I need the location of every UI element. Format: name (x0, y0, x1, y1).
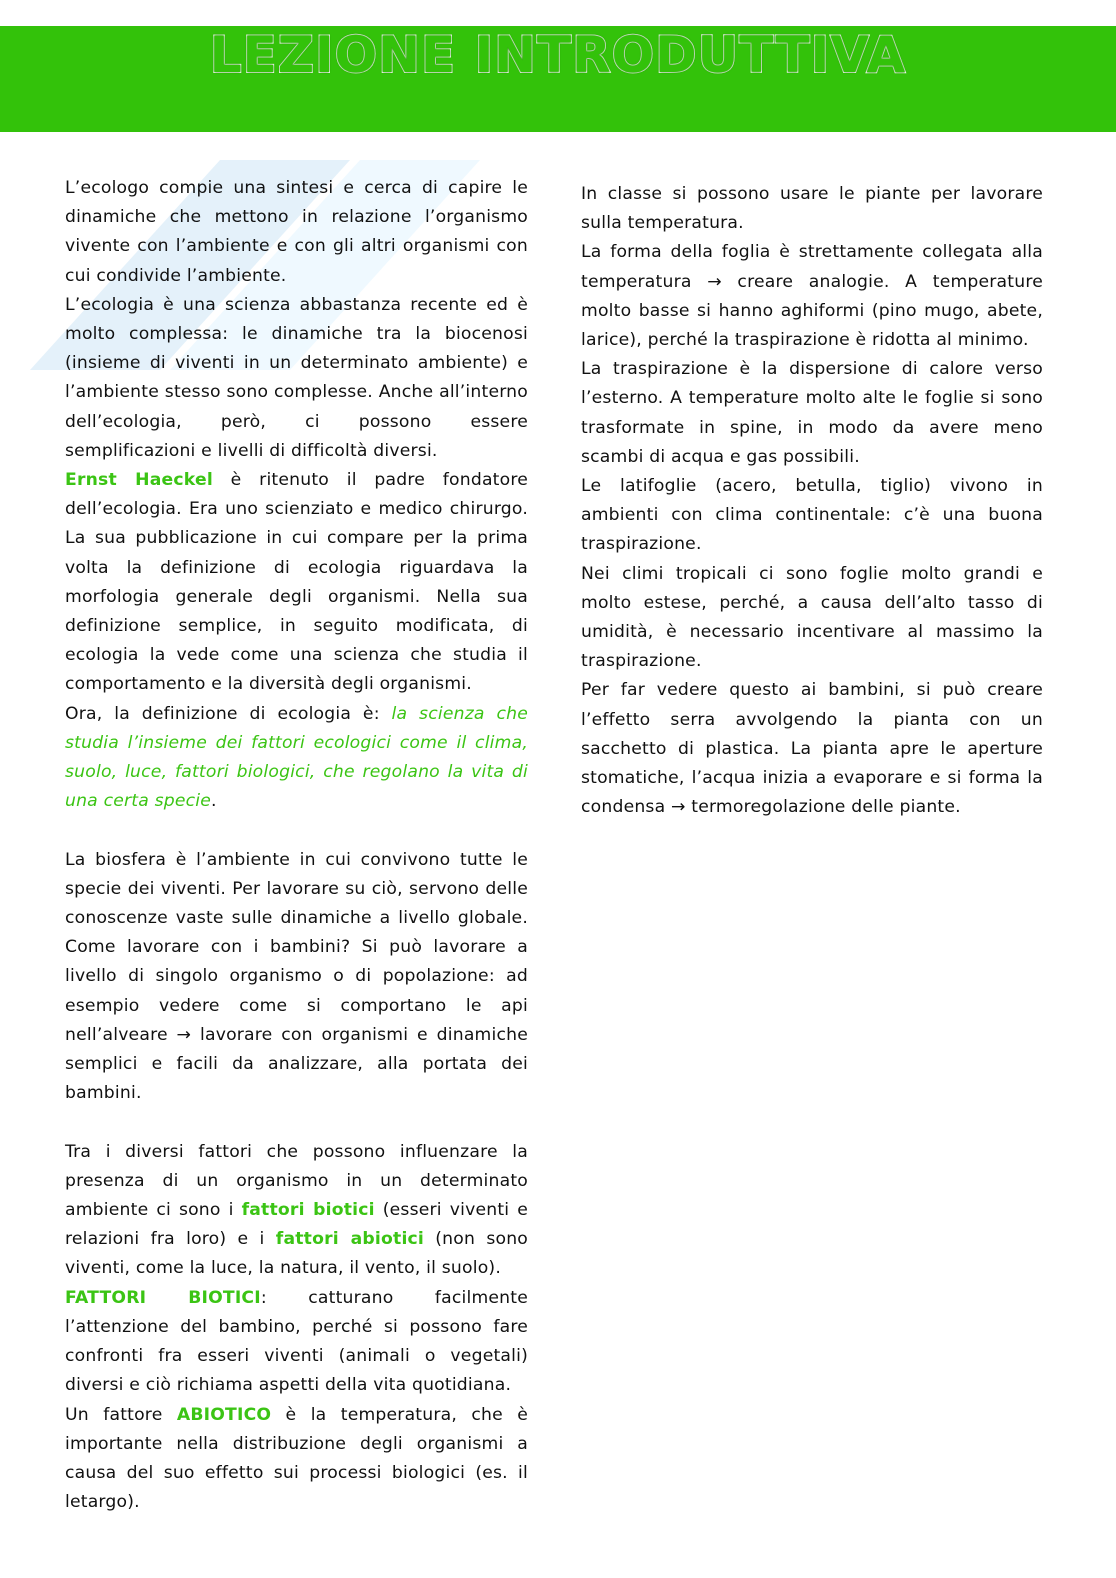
ecology-definition: la scienza che studia l’insieme dei fattori ecologici come il clima, suolo, luce, fattori biologici, che regolano la vita di una certa specie (65, 703, 528, 812)
paragraph-ecologist: L’ecologo compie una sintesi e cerca di capire le dinamiche che mettono in relazione l’organismo vivente con l’ambiente e con gli altri organismi con cui condivide l’ambiente. (65, 178, 528, 286)
left-column (65, 174, 528, 1517)
paragraph-definition: Ora, la definizione di ecologia è: la scienza che studia l’insieme dei fattori ecologici come il clima, suolo, luce, fattori biologici, che regolano la vita di una certa specie. (65, 703, 528, 812)
paragraph-haeckel: Ernst Haeckel è ritenuto il padre fondatore dell’ecologia. Era uno scienziato e medico chirurgo. La sua pubblicazione in cui compare per la prima volta la definizione di ecologia riguardava la morfologia generale degli organismi. Nella sua definizione semplice, in seguito modificata, di ecologia la vede come una scienza che studia il comportamento e la diversità degli organismi. (65, 470, 528, 695)
paragraph-transpiration: La traspirazione è la dispersione di calore verso l’esterno. A temperature molto alte le foglie si sono trasformate in spine, in modo da avere meno scambi di acqua e gas possibili. (581, 359, 1043, 467)
paragraph-biotic: FATTORI BIOTICI: catturano facilmente l’attenzione del bambino, perché si possono fare confronti fra esseri viventi (animali o vegetali) diversi e ciò richiama aspetti della vita quotidiana. (65, 1287, 528, 1396)
right-column (581, 180, 1043, 822)
biotic-factors-term: fattori biotici (241, 1200, 375, 1221)
paragraph-broadleaves: Le latifoglie (acero, betulla, tiglio) vivono in ambienti con clima continentale: c’è una buona traspirazione. (581, 476, 1043, 555)
paragraph-biosphere: La biosfera è l’ambiente in cui convivono tutte le specie dei viventi. Per lavorare su ciò, servono delle conoscenze vaste sulle dinamiche a livello globale. Come lavorare con i bambini? Si può lavorare a livello di singolo organismo o di popolazione: ad esempio vedere come si comportano le api nell’alveare → lavorare con organismi e dinamiche semplici e facili da analizzare, alla portata dei bambini. (65, 849, 528, 1104)
page-title: LEZIONE INTRODUTTIVA (209, 26, 907, 84)
paragraph-greenhouse: Per far vedere questo ai bambini, si può creare l’effetto serra avvolgendo la pianta con un sacchetto di plastica. La pianta apre le aperture stomatiche, l’acqua inizia a evaporare e si forma la condensa → termoregolazione delle piante. (581, 680, 1043, 818)
paragraph-classroom: In classe si possono usare le piante per lavorare sulla temperatura. (581, 184, 1043, 234)
paragraph-factors: Tra i diversi fattori che possono influenzare la presenza di un organismo in un determinato ambiente ci sono i fattori biotici (esseri viventi e relazioni fra loro) e i fattori abiotici (non sono viventi, come la luce, la natura, il vento, il suolo). (65, 1141, 529, 1279)
abiotic-factors-term: fattori abiotici (275, 1229, 425, 1250)
paragraph-leaf-shape: La forma della foglia è strettamente collegata alla temperatura → creare analogie. A temperature molto basse si hanno aghiformi (pino mugo, abete, larice), perché la traspirazione è ridotta al minimo. (581, 242, 1043, 351)
abiotic-label: ABIOTICO (176, 1404, 272, 1425)
paragraph-ecology-science: L’ecologia è una scienza abbastanza recente ed è molto complessa: le dinamiche tra la biocenosi (insieme di viventi in un determinato ambiente) e l’ambiente stesso sono complesse. Anche all’interno dell’ecologia, però, ci possono essere semplificazioni e livelli di difficoltà diversi. (65, 294, 528, 461)
biotic-label: FATTORI BIOTICI (65, 1287, 261, 1308)
paragraph-tropical: Nei climi tropicali ci sono foglie molto grandi e molto estese, perché, a causa dell’alto tasso di umidità, è necessario incentivare al massimo la traspirazione. (581, 563, 1043, 672)
paragraph-abiotic: Un fattore ABIOTICO è la temperatura, che è importante nella distribuzione degli organismi a causa del suo effetto sui processi biologici (es. il letargo). (65, 1404, 528, 1513)
haeckel-name: Ernst Haeckel (65, 470, 213, 491)
